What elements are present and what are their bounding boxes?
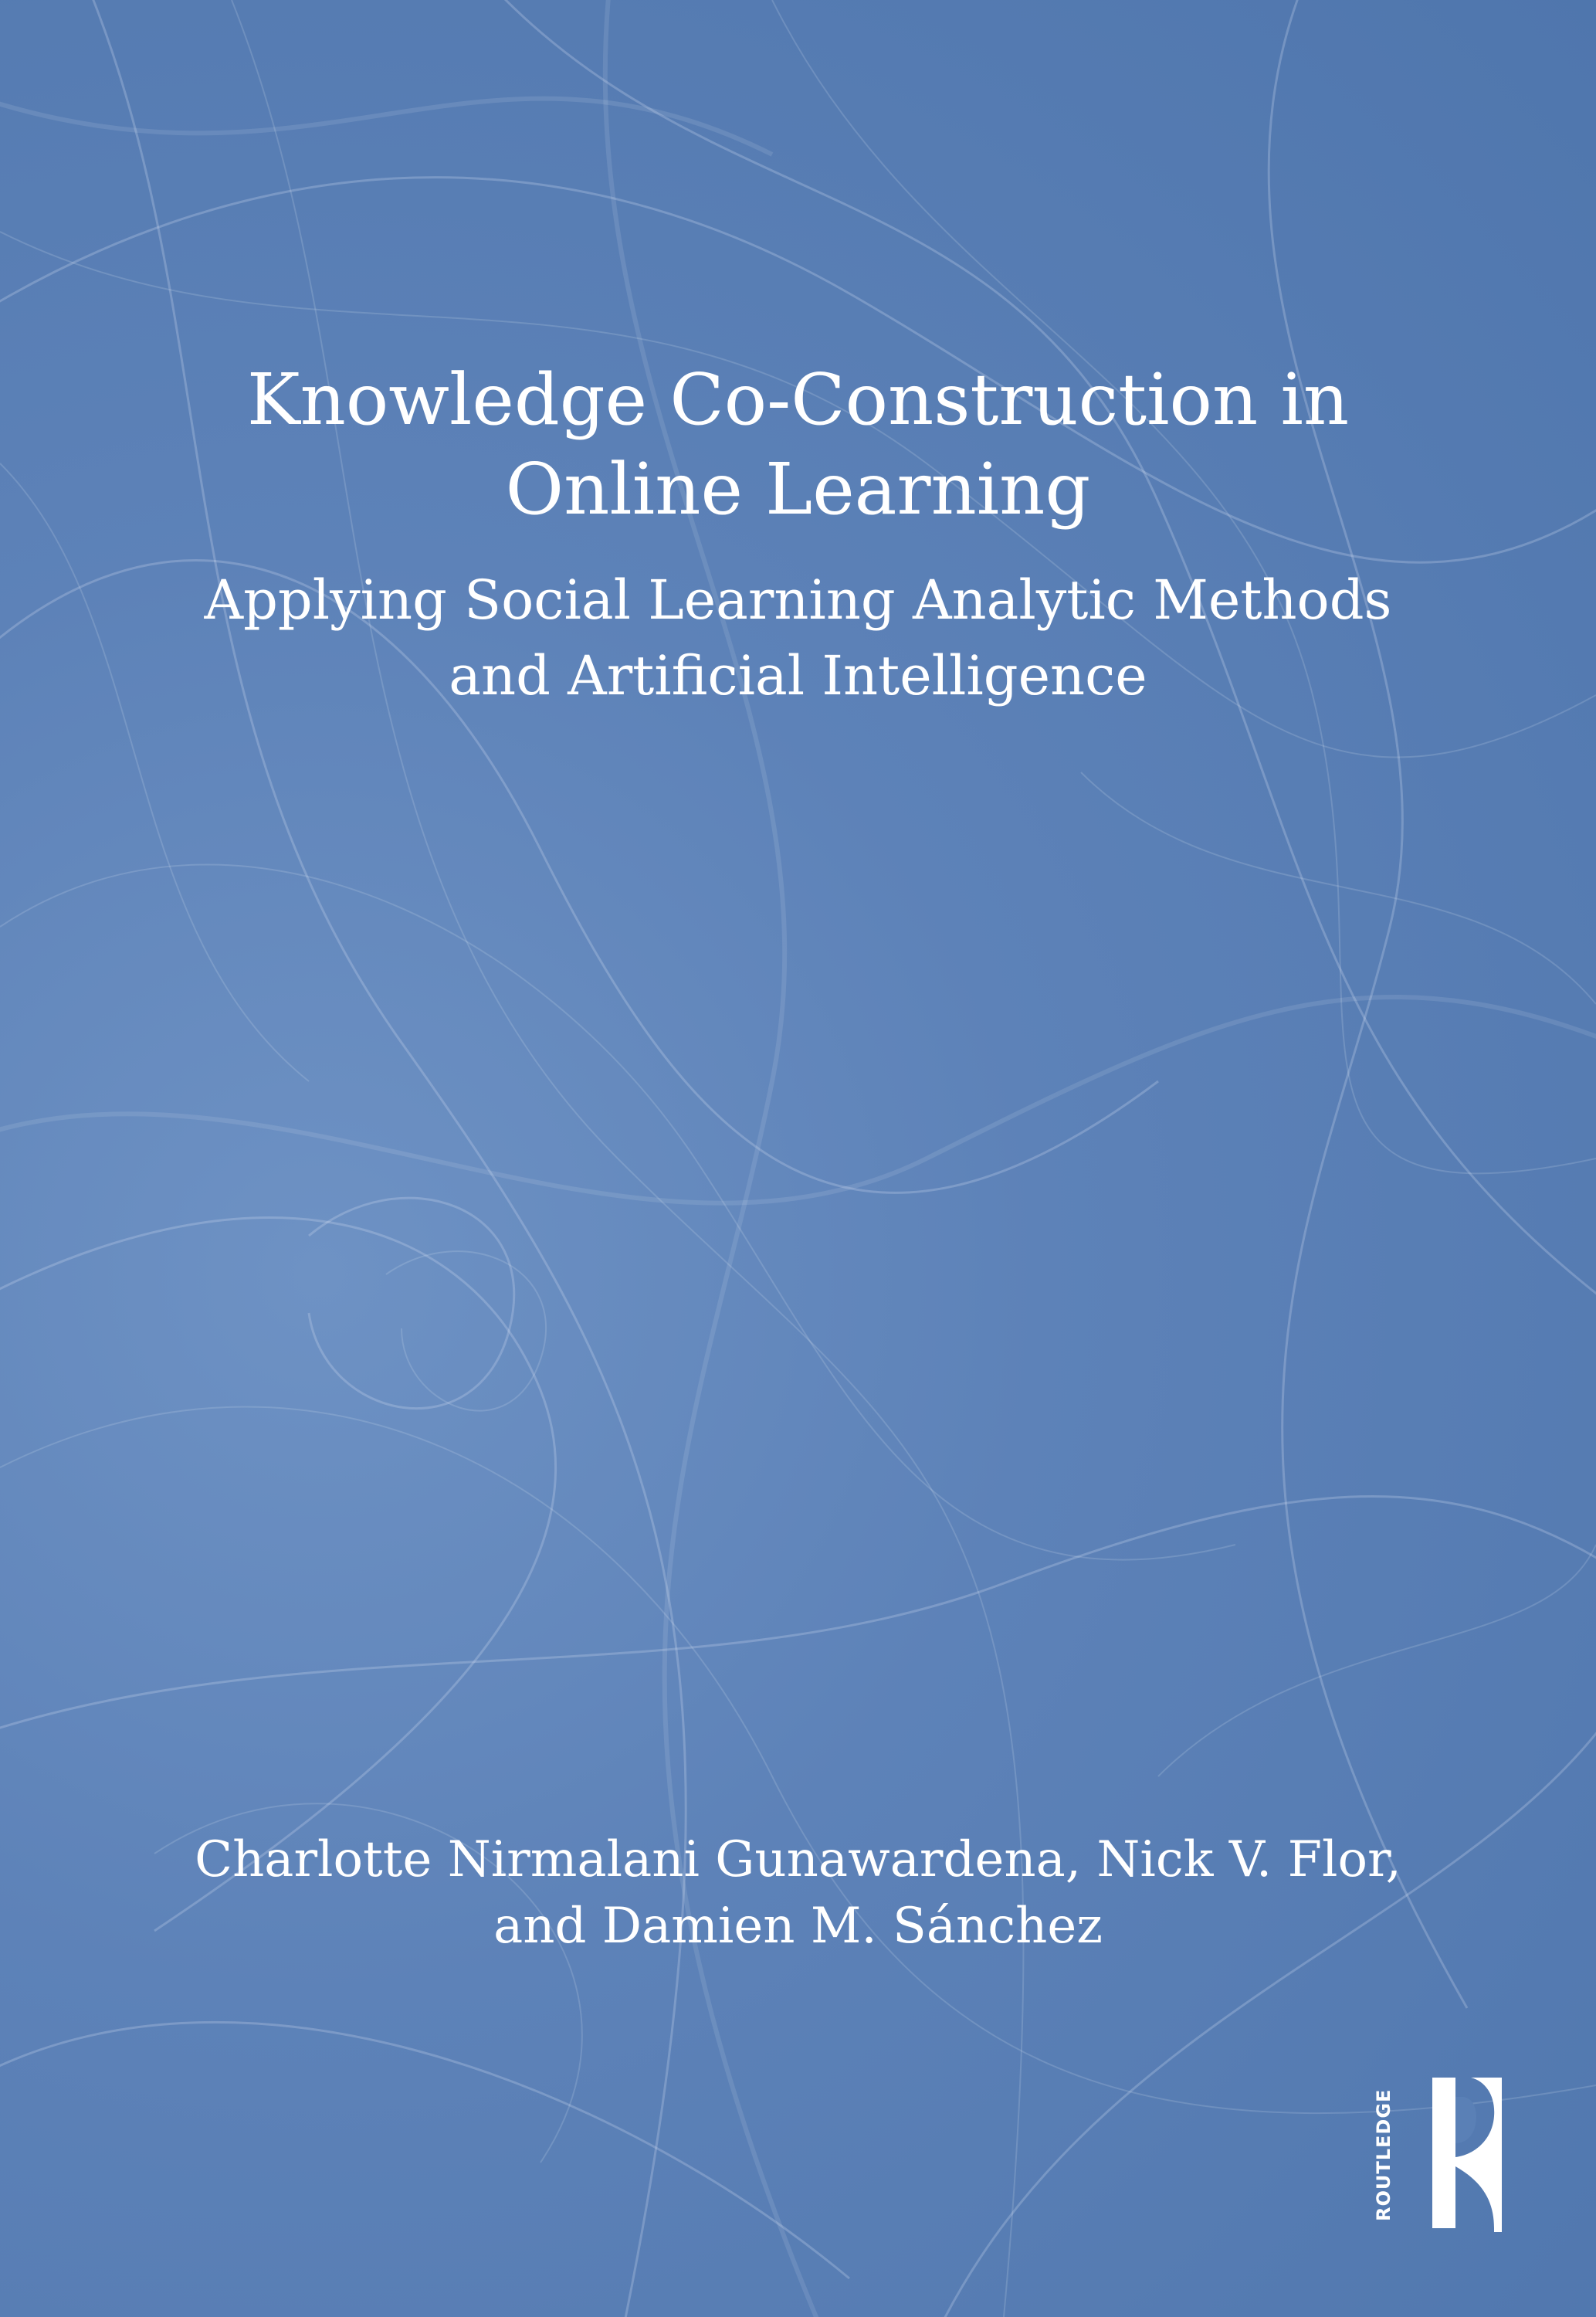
authors-line-2: and Damien M. Sánchez xyxy=(493,1898,1103,1955)
authors-line-1: Charlotte Nirmalani Gunawardena, Nick V. Flor, xyxy=(195,1831,1401,1888)
book-title xyxy=(142,355,1455,534)
book-title-line-2: Online Learning xyxy=(505,448,1091,531)
book-subtitle-line-1: Applying Social Learning Analytic Methods xyxy=(204,568,1392,632)
book-title-line-1: Knowledge Co-Construction in xyxy=(246,358,1350,441)
title-block xyxy=(0,355,1596,714)
book-subtitle xyxy=(142,562,1455,714)
publisher-name: ROUTLEDGE xyxy=(1373,2088,1394,2221)
book-subtitle-line-2: and Artificial Intelligence xyxy=(449,644,1147,707)
book-authors xyxy=(0,1827,1596,1959)
